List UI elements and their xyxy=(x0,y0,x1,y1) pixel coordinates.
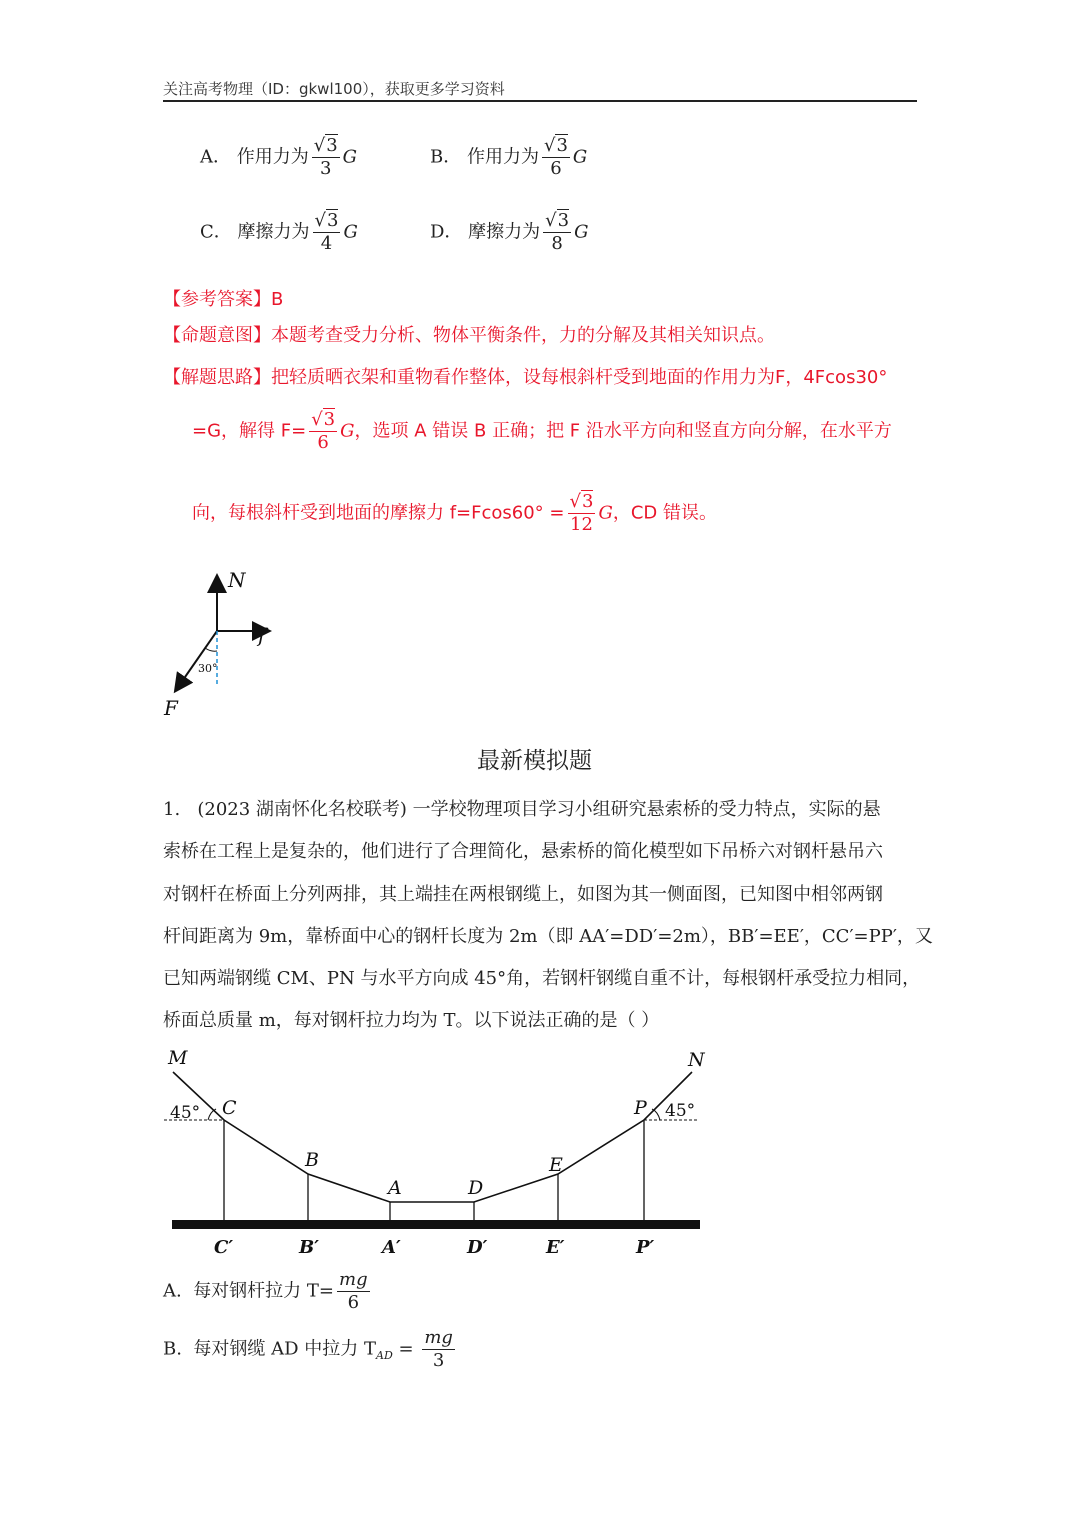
fraction: $\frac{√3}{6}$ xyxy=(543,135,568,179)
force-diagram xyxy=(160,565,290,720)
label-B: B xyxy=(305,1149,319,1171)
label-C: C xyxy=(222,1097,237,1119)
solution-variable: G xyxy=(598,502,613,524)
equals: = xyxy=(392,1338,420,1360)
option-letter: A． xyxy=(200,146,231,168)
option-label: 摩擦力为 xyxy=(237,221,310,243)
label-M: M xyxy=(168,1047,188,1069)
label-angle-right: 45° xyxy=(665,1101,696,1121)
solution-text-2a: =G，解得 F= xyxy=(192,420,307,442)
option-letter: A. xyxy=(163,1280,182,1302)
label-D-prime: D′ xyxy=(467,1237,488,1258)
label-angle-left: 45° xyxy=(170,1103,201,1123)
label-f: f xyxy=(258,623,266,647)
question-1-line-2: 索桥在工程上是复杂的，他们进行了合理简化，悬索桥的简化模型如下吊桥六对钢杆悬吊六 xyxy=(163,841,883,862)
option-d xyxy=(430,211,589,254)
solution-text-2b: ，选项 A 错误 B 正确；把 F 沿水平方向和竖直方向分解，在水平方 xyxy=(354,420,892,442)
solution-line-2 xyxy=(192,410,892,453)
solution-line-3 xyxy=(192,492,717,535)
label-P-prime: P′ xyxy=(636,1237,655,1258)
label-F: F xyxy=(164,696,178,720)
label-E: E xyxy=(549,1154,563,1176)
main-cable xyxy=(173,1072,692,1202)
label-angle: 30° xyxy=(198,662,218,675)
q1-option-a xyxy=(163,1270,373,1313)
question-1-line-6: 桥面总质量 m，每对钢杆拉力均为 T。以下说法正确的是（ ） xyxy=(163,1010,660,1031)
fraction: $\frac{√3}{12}$ xyxy=(569,491,594,535)
question-1-line-3: 对钢杆在桥面上分列两排，其上端挂在两根钢缆上，如图为其一侧面图，已知图中相邻两钢 xyxy=(163,884,883,905)
option-variable: G xyxy=(342,146,358,168)
applied-force-arrow xyxy=(176,631,217,690)
header-divider xyxy=(163,100,917,102)
section-title: 最新模拟题 xyxy=(477,748,592,774)
q1-option-b xyxy=(163,1328,458,1371)
solution-text-3a: 向，每根斜杆受到地面的摩擦力 f=Fcos60° = xyxy=(192,502,565,524)
answer-value: B xyxy=(271,289,284,310)
label-B-prime: B′ xyxy=(299,1237,319,1258)
option-a xyxy=(200,136,357,179)
label-N: N xyxy=(688,1049,705,1071)
option-variable: G xyxy=(572,146,588,168)
option-label: 作用力为 xyxy=(466,146,539,168)
fraction: $\frac{mg}{6}$ xyxy=(339,1269,368,1313)
intent-line xyxy=(163,321,775,347)
label-N: N xyxy=(228,568,246,592)
option-variable: G xyxy=(343,221,358,243)
question-1-line-4: 杆间距离为 9m，靠桥面中心的钢杆长度为 2m（即 AA′=DD′=2m），BB′=EE′，CC′=PP′，又 xyxy=(163,926,933,947)
fraction: $\frac{√3}{8}$ xyxy=(545,210,570,254)
page-header: 关注高考物理（ID：gkwl100），获取更多学习资料 xyxy=(163,80,505,98)
fraction: $\frac{mg}{3}$ xyxy=(424,1327,453,1371)
subscript: AD xyxy=(376,1348,393,1362)
option-label: 摩擦力为 xyxy=(468,221,541,243)
option-label: 每对钢缆 AD 中拉力 T xyxy=(193,1338,377,1360)
label-P: P xyxy=(634,1097,647,1119)
solution-text-3b: ，CD 错误。 xyxy=(612,502,717,524)
solution-text-1: 把轻质晒衣架和重物看作整体，设每根斜杆受到地面的作用力为F，4Fcos30° xyxy=(271,367,888,388)
answer-tag: 【参考答案】 xyxy=(163,289,271,310)
question-number: 1. xyxy=(163,799,181,820)
label-C-prime: C′ xyxy=(214,1237,234,1258)
question-text: (2023 湖南怀化名校联考) 一学校物理项目学习小组研究悬索桥的受力特点，实际的悬 xyxy=(197,799,881,820)
option-letter: D． xyxy=(430,221,463,243)
angle-arc xyxy=(205,648,217,651)
question-1-line-5: 已知两端钢缆 CM、PN 与水平方向成 45°角，若钢杆钢缆自重不计，每根钢杆承受拉力相同， xyxy=(163,968,921,989)
option-letter: B． xyxy=(430,146,462,168)
option-c xyxy=(200,211,358,254)
label-E-prime: E′ xyxy=(546,1237,565,1258)
fraction: $\frac{√3}{3}$ xyxy=(313,135,338,179)
option-label: 作用力为 xyxy=(236,146,309,168)
bridge-diagram xyxy=(160,1040,720,1265)
label-A-prime: A′ xyxy=(382,1237,401,1258)
fraction: $\frac{√3}{4}$ xyxy=(314,210,339,254)
option-letter: B. xyxy=(163,1338,182,1360)
bridge-deck xyxy=(172,1220,700,1229)
solution-variable: G xyxy=(340,420,355,442)
option-letter: C． xyxy=(200,221,232,243)
label-A: A xyxy=(388,1177,402,1199)
option-b xyxy=(430,136,587,179)
option-variable: G xyxy=(574,221,589,243)
intent-text: 本题考查受力分析、物体平衡条件，力的分解及其相关知识点。 xyxy=(271,325,775,346)
option-label: 每对钢杆拉力 T= xyxy=(193,1280,334,1302)
fraction: $\frac{√3}{6}$ xyxy=(311,409,336,453)
solution-tag: 【解题思路】 xyxy=(163,367,271,388)
label-D: D xyxy=(468,1177,484,1199)
solution-line-1 xyxy=(163,363,887,389)
intent-tag: 【命题意图】 xyxy=(163,325,271,346)
answer-line xyxy=(163,285,283,311)
question-1-line-1 xyxy=(163,795,881,821)
